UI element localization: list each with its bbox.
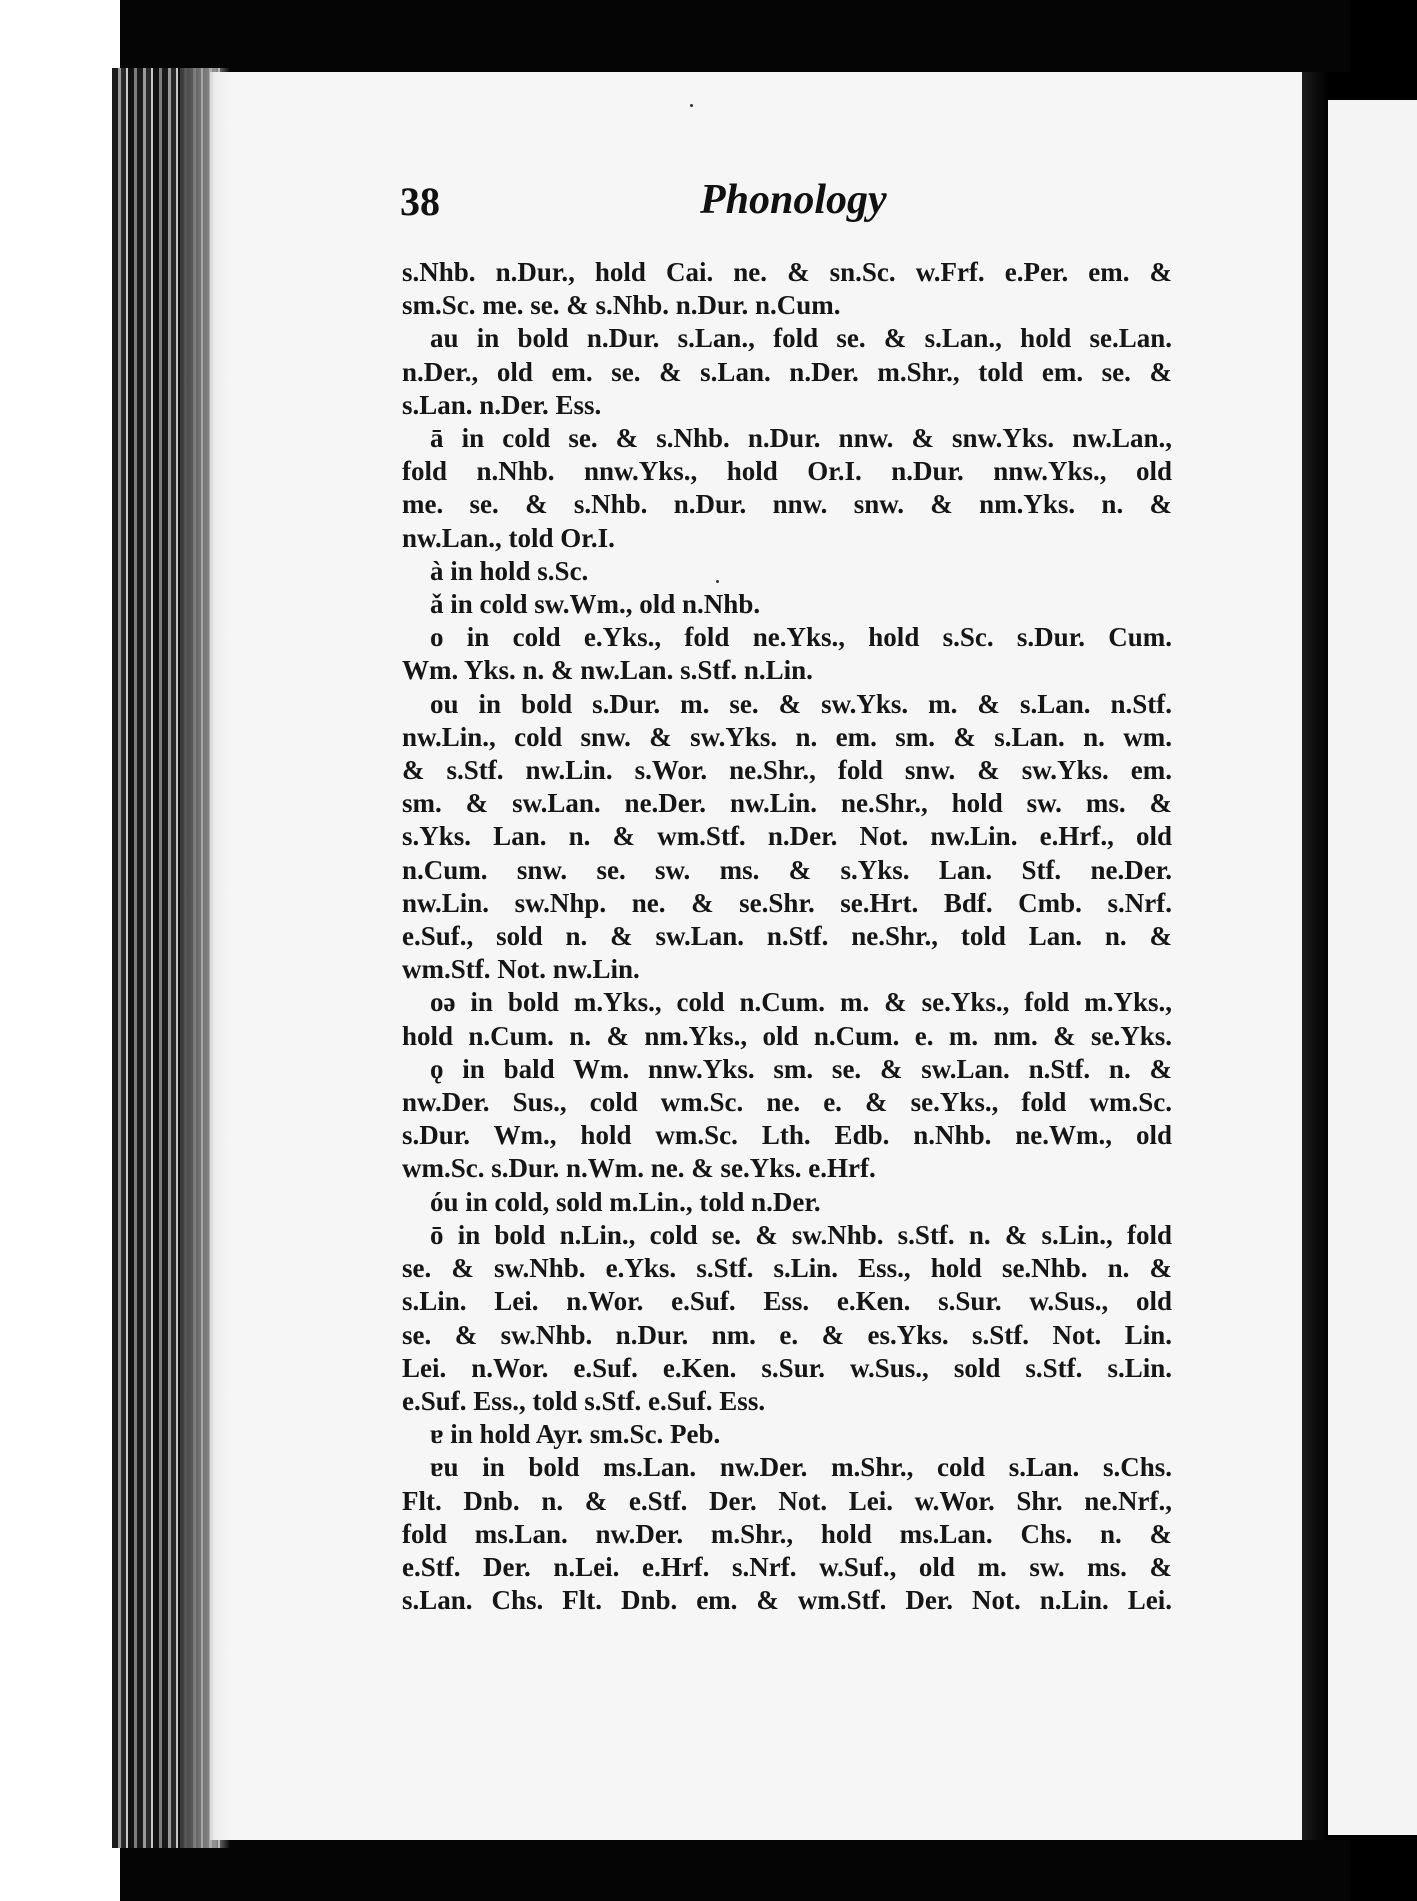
text-line: n.Der., old em. se. & s.Lan. n.Der. m.Shr., told em. se. & [402, 356, 1172, 387]
page-header [400, 178, 1160, 238]
body-text [402, 256, 1172, 1617]
text-line: Lei. n.Wor. e.Suf. e.Ken. s.Sur. w.Sus., sold s.Stf. s.Lin. [402, 1352, 1172, 1383]
text-line: e.Stf. Der. n.Lei. e.Hrf. s.Nrf. w.Suf., old m. sw. ms. & [402, 1551, 1172, 1582]
text-line: ō in bold n.Lin., cold se. & sw.Nhb. s.Stf. n. & s.Lin., fold [430, 1219, 1172, 1250]
text-line: s.Yks. Lan. n. & wm.Stf. n.Der. Not. nw.Lin. e.Hrf., old [402, 821, 1172, 852]
text-line: ǎ in cold sw.Wm., old n.Nhb. [430, 589, 761, 620]
text-line: s.Lan. n.Der. Ess. [402, 389, 602, 420]
text-line: nw.Lan., told Or.I. [402, 522, 615, 553]
bottom-border [120, 1840, 1350, 1901]
text-line: au in bold n.Dur. s.Lan., fold se. & s.Lan., hold se.Lan. [430, 323, 1172, 354]
text-line: à in hold s.Sc. [430, 555, 589, 586]
text-line: & s.Stf. nw.Lin. s.Wor. ne.Shr., fold snw. & sw.Yks. em. [402, 755, 1172, 786]
text-line: s.Lin. Lei. n.Wor. e.Suf. Ess. e.Ken. s.Sur. w.Sus., old [402, 1286, 1172, 1317]
page-number: 38 [400, 179, 440, 224]
text-line: Flt. Dnb. n. & e.Stf. Der. Not. Lei. w.Wor. Shr. ne.Nrf., [402, 1485, 1172, 1516]
text-line: ɐ in hold Ayr. sm.Sc. Peb. [430, 1419, 721, 1450]
text-line: nw.Der. Sus., cold wm.Sc. ne. e. & se.Yks., fold wm.Sc. [402, 1087, 1172, 1118]
text-line: nw.Lin. sw.Nhp. ne. & se.Shr. se.Hrt. Bdf. Cmb. s.Nrf. [402, 887, 1172, 918]
text-line: n.Cum. snw. se. sw. ms. & s.Yks. Lan. Stf. ne.Der. [402, 854, 1172, 885]
facing-page-glyph [1403, 1480, 1417, 1494]
text-line: hold n.Cum. n. & nm.Yks., old n.Cum. e. m. nm. & se.Yks. [402, 1020, 1172, 1051]
text-line: wm.Stf. Not. nw.Lin. [402, 954, 640, 985]
gutter-shadow [1302, 72, 1328, 1840]
text-line: fold ms.Lan. nw.Der. m.Shr., hold ms.Lan. Chs. n. & [402, 1518, 1172, 1549]
text-line: o in cold e.Yks., fold ne.Yks., hold s.Sc. s.Dur. Cum. [430, 622, 1172, 653]
text-line: óu in cold, sold m.Lin., told n.Der. [430, 1186, 821, 1217]
text-line: wm.Sc. s.Dur. n.Wm. ne. & se.Yks. e.Hrf. [402, 1153, 876, 1184]
top-border [120, 0, 1350, 72]
text-line: ǫ in bald Wm. nnw.Yks. sm. se. & sw.Lan. n.Stf. n. & [430, 1053, 1172, 1084]
scan-speck [690, 104, 693, 107]
text-line: se. & sw.Nhb. n.Dur. nm. e. & es.Yks. s.Stf. Not. Lin. [402, 1319, 1172, 1350]
text-line: ou in bold s.Dur. m. se. & sw.Yks. m. & s.Lan. n.Stf. [430, 688, 1172, 719]
text-line: sm. & sw.Lan. ne.Der. nw.Lin. ne.Shr., hold sw. ms. & [402, 788, 1172, 819]
running-head: Phonology [700, 177, 887, 223]
page-edge-shadow [180, 68, 230, 1848]
text-line: sm.Sc. me. se. & s.Nhb. n.Dur. n.Cum. [402, 290, 841, 321]
text-line: oə in bold m.Yks., cold n.Cum. m. & se.Yks., fold m.Yks., [430, 987, 1172, 1018]
text-line: e.Suf., sold n. & sw.Lan. n.Stf. ne.Shr., told Lan. n. & [402, 921, 1172, 952]
text-line: me. se. & s.Nhb. n.Dur. nnw. snw. & nm.Yks. n. & [402, 489, 1172, 520]
text-line: nw.Lin., cold snw. & sw.Yks. n. em. sm. & s.Lan. n. wm. [402, 721, 1172, 752]
text-line: fold n.Nhb. nnw.Yks., hold Or.I. n.Dur. nnw.Yks., old [402, 456, 1172, 487]
facing-page-edge [1328, 100, 1417, 1835]
text-line: e.Suf. Ess., told s.Stf. e.Suf. Ess. [402, 1385, 766, 1416]
text-line: ɐu in bold ms.Lan. nw.Der. m.Shr., cold s.Lan. s.Chs. [430, 1452, 1172, 1483]
left-margin [0, 0, 120, 1901]
text-line: Wm. Yks. n. & nw.Lan. s.Stf. n.Lin. [402, 655, 813, 686]
text-line: s.Nhb. n.Dur., hold Cai. ne. & sn.Sc. w.Frf. e.Per. em. & [402, 257, 1172, 287]
scan-speck [716, 580, 719, 583]
text-line: se. & sw.Nhb. e.Yks. s.Stf. s.Lin. Ess., hold se.Nhb. n. & [402, 1253, 1172, 1284]
text-line: s.Dur. Wm., hold wm.Sc. Lth. Edb. n.Nhb. ne.Wm., old [402, 1120, 1172, 1151]
text-line: s.Lan. Chs. Flt. Dnb. em. & wm.Stf. Der. Not. n.Lin. Lei. [402, 1585, 1172, 1616]
text-line: ā in cold se. & s.Nhb. n.Dur. nnw. & snw.Yks. nw.Lan., [430, 423, 1172, 454]
